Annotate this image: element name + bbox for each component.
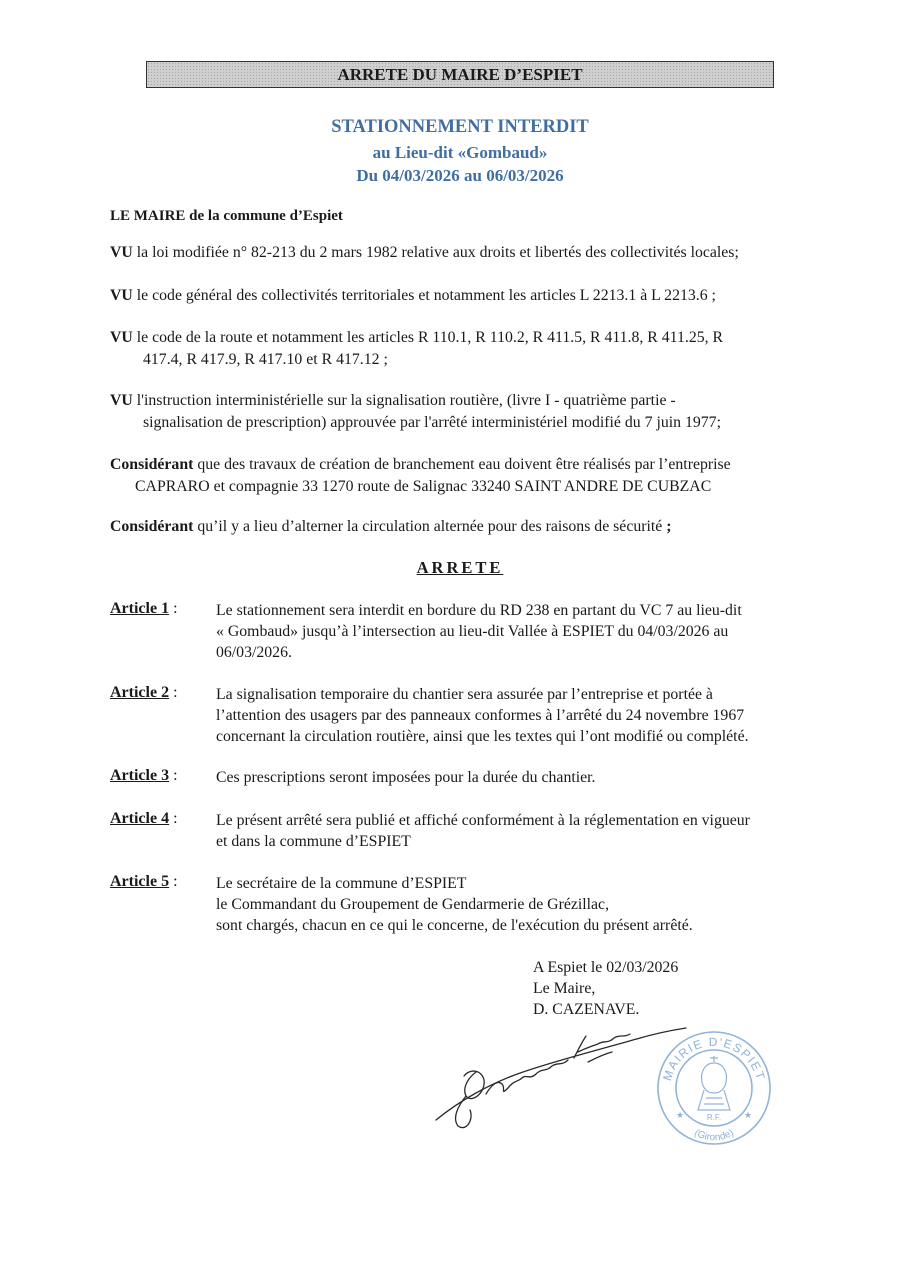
article-line: Le présent arrêté sera publié et affiché conformément à la réglementation en vigueur [216, 812, 750, 829]
considerant-text-continued: CAPRARO et compagnie 33 1270 route de Salignac 33240 SAINT ANDRE DE CUBZAC [135, 478, 712, 495]
considerant-paragraph-1 [110, 454, 810, 498]
vu-paragraph-1 [110, 242, 810, 264]
considerant-paragraph-2 [110, 516, 810, 538]
vu-text-continued: 417.4, R 417.9, R 417.10 et R 417.12 ; [143, 351, 388, 368]
mairie-stamp [654, 1028, 774, 1148]
svg-text:MAIRIE D'ESPIET: MAIRIE D'ESPIET [660, 1034, 768, 1083]
signoff-place-date: A Espiet le 02/03/2026 [533, 959, 679, 976]
signoff-name: D. CAZENAVE. [533, 1001, 640, 1018]
article-line: le Commandant du Groupement de Gendarmerie de Grézillac, [216, 896, 610, 913]
vu-paragraph-2 [110, 285, 810, 307]
article-line: Le secrétaire de la commune d’ESPIET [216, 875, 467, 892]
document-header: ARRETE DU MAIRE D’ESPIET [146, 61, 774, 88]
vu-text-continued: signalisation de prescription) approuvée par l'arrêté interministériel modifié du 7 juin 1977; [143, 414, 721, 431]
vu-text: l'instruction interministérielle sur la signalisation routière, (livre I - quatrième partie - [136, 392, 676, 409]
article-1-text [216, 600, 810, 663]
article-line: Le stationnement sera interdit en bordure du RD 238 en partant du VC 7 au lieu-dit [216, 602, 742, 619]
article-line: Ces prescriptions seront imposées pour la durée du chantier. [216, 769, 596, 786]
article-4-text [216, 810, 810, 852]
vu-text: le code de la route et notamment les articles R 110.1, R 110.2, R 411.5, R 411.8, R 411.25, R [136, 329, 724, 346]
vu-lead: VU [110, 244, 133, 261]
article-3-label: Article 3 : [110, 767, 178, 784]
vu-lead: VU [110, 392, 133, 409]
title-line-3: Du 04/03/2026 au 06/03/2026 [356, 166, 564, 185]
article-5-text [216, 873, 810, 936]
article-line: l’attention des usagers par des panneaux conformes à l’arrêté du 24 novembre 1967 [216, 707, 745, 724]
article-line: La signalisation temporaire du chantier sera assurée par l’entreprise et portée à [216, 686, 713, 703]
signoff-role: Le Maire, [533, 980, 596, 997]
article-line: 06/03/2026. [216, 644, 292, 661]
article-line: concernant la circulation routière, ainsi que les textes qui l’ont modifié ou complété. [216, 728, 749, 745]
vu-text: la loi modifiée n° 82-213 du 2 mars 1982 relative aux droits et libertés des collectivités locales; [136, 244, 739, 261]
considerant-lead: Considérant [110, 456, 194, 473]
article-5-label: Article 5 : [110, 873, 178, 890]
arrete-heading: ARRETE [416, 558, 504, 577]
title-line-1: STATIONNEMENT INTERDIT [331, 117, 589, 137]
vu-paragraph-3 [110, 327, 810, 371]
svg-text:★: ★ [744, 1111, 753, 1121]
intro-line: LE MAIRE de la commune d’Espiet [110, 208, 343, 224]
article-1-label: Article 1 : [110, 600, 178, 617]
vu-lead: VU [110, 329, 133, 346]
article-line: « Gombaud» jusqu’à l’intersection au lieu-dit Vallée à ESPIET du 04/03/2026 au [216, 623, 729, 640]
considerant-text: qu’il y a lieu d’alterner la circulation alternée pour des raisons de sécurité [197, 518, 663, 535]
svg-text:★: ★ [676, 1111, 685, 1121]
vu-paragraph-4 [110, 390, 810, 434]
vu-lead: VU [110, 287, 133, 304]
article-2-text [216, 684, 810, 747]
article-line: sont chargés, chacun en ce qui le concerne, de l'exécution du présent arrêté. [216, 917, 693, 934]
article-4-label: Article 4 : [110, 810, 178, 827]
considerant-lead: Considérant [110, 518, 194, 535]
article-3-text [216, 767, 810, 788]
considerant-text: que des travaux de création de branchement eau doivent être réalisés par l’entreprise [197, 456, 731, 473]
svg-text:(Gironde): (Gironde) [692, 1127, 736, 1144]
vu-text: le code général des collectivités territoriales et notamment les articles L 2213.1 à L 2213.6 ; [136, 287, 716, 304]
stamp-rf: R.F. [706, 1113, 722, 1122]
considerant-end: ; [666, 518, 672, 535]
handwritten-signature [428, 1022, 688, 1132]
article-2-label: Article 2 : [110, 684, 178, 701]
title-line-2: au Lieu-dit «Gombaud» [372, 143, 548, 162]
article-line: et dans la commune d’ESPIET [216, 833, 411, 850]
